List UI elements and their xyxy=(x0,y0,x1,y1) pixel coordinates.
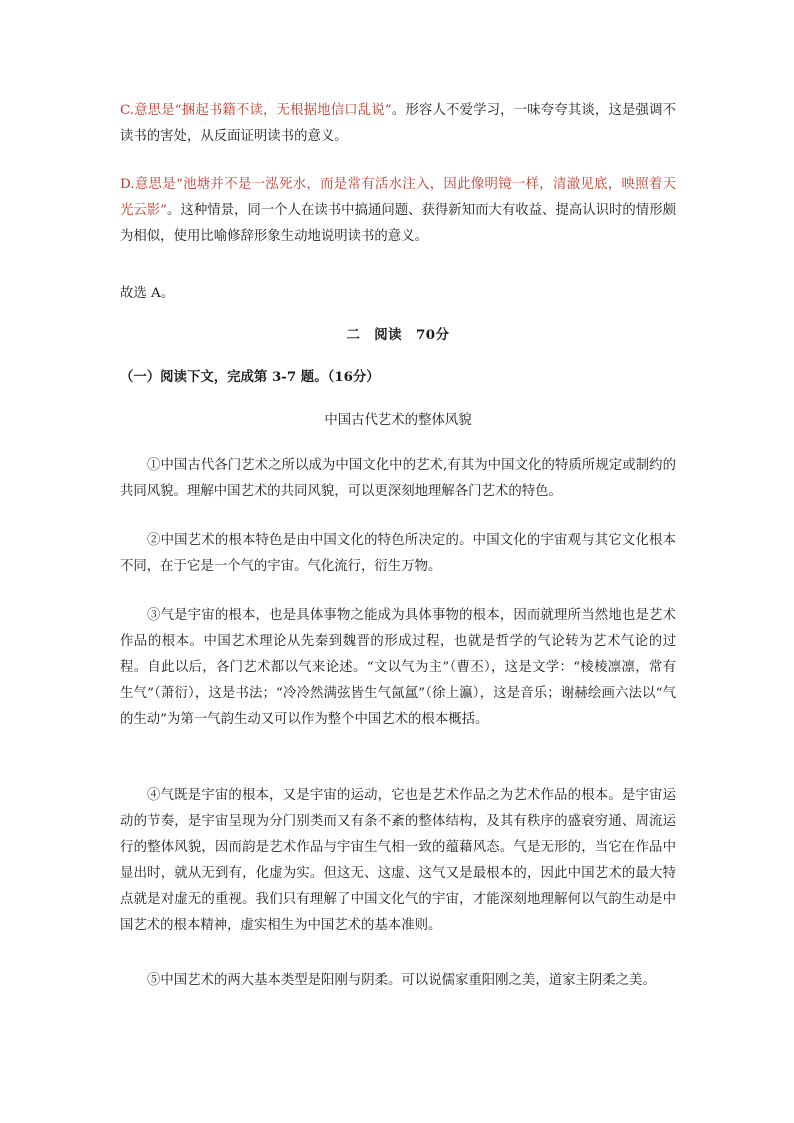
article-title-text: 中国古代艺术的整体风貌 xyxy=(324,413,472,428)
option-d-text xyxy=(120,172,676,250)
paragraph-3-text: ③气是宇宙的根本，也是具体事物之能成为具体事物的根本，因而就理所当然地也是艺术作品的根本。中国艺术理论从先秦到魏晋的形成过程，也就是哲学的气论转为艺术气论的过程。自此以后，各门艺术都以气来论述。“文以气为主”（曹丕），这是文学：“棱棱凛凛，常有生气”（萧衍），这是书法；“冷冷然满弦皆生气氤氲”（徐上瀛），这是音乐；谢赫绘画六法以“气的生动”为第一气韵生动又可以作为整个中国艺术的根本概括。 xyxy=(120,608,676,727)
sub-heading-text: （一）阅读下文，完成第 3-7 题。（16分） xyxy=(120,369,380,385)
paragraph-1 xyxy=(120,453,676,505)
section-sub-heading xyxy=(120,364,676,390)
option-c-rest: 。形容人不爱学习，一味夸夸其谈，这是强调不读书的害处，从反面证明读书的意义。 xyxy=(120,103,676,144)
answer-option-c xyxy=(120,98,676,150)
answer-conclusion xyxy=(120,281,676,307)
option-d-rest: 。这种情景，同一个人在读书中搞通问题、获得新知而大有收益、提高认识时的情形颇为相似，使用比喻修辞形象生动地说明读书的意义。 xyxy=(120,203,676,244)
paragraph-2 xyxy=(120,528,676,580)
article-title xyxy=(120,408,676,434)
option-c-text xyxy=(120,98,676,150)
section-heading xyxy=(120,322,676,348)
paragraph-1-text: ①中国古代各门艺术之所以成为中国文化中的艺术,有其为中国文化的特质所规定或制约的共同风貌。理解中国艺术的共同风貌，可以更深刻地理解各门艺术的特色。 xyxy=(120,458,676,499)
option-d-prefix: D.意思是 xyxy=(120,177,176,192)
answer-option-d xyxy=(120,172,676,250)
option-d-quote: “池塘并不是一泓死水，而是常有活水注入，因此像明镜一样，清澈见底，映照着天光云影” xyxy=(120,177,677,218)
paragraph-5-text: ⑤中国艺术的两大基本类型是阳刚与阴柔。可以说儒家重阳刚之美，道家主阴柔之美。 xyxy=(147,973,656,988)
paragraph-3 xyxy=(120,603,676,733)
option-c-quote: “捆起书籍不读，无根据地信口乱说” xyxy=(174,103,392,118)
paragraph-4 xyxy=(120,783,676,939)
paragraph-4-text: ④气既是宇宙的根本，又是宇宙的运动，它也是艺术作品之为艺术作品的根本。是宇宙运动的节奏，是宇宙呈现为分门别类而又有条不紊的整体结构，及其有秩序的盛衰穷通、周流运行的整体风貌，因而韵是艺术作品与宇宙生气相一致的蕴藉风态。气是无形的，当它在作品中显出时，就从无到有，化虚为实。但这无、这虚、这气又是最根本的，因此中国艺术的最大特点就是对虚无的重视。我们只有理解了中国文化气的宇宙，才能深刻地理解何以气韵生动是中国艺术的根本精神，虚实相生为中国艺术的基本准则。 xyxy=(120,788,676,933)
conclusion-text: 故选 A。 xyxy=(120,286,175,301)
section-heading-text: 二 阅读 70分 xyxy=(346,327,450,343)
paragraph-5 xyxy=(120,968,676,994)
paragraph-2-text: ②中国艺术的根本特色是由中国文化的特色所决定的。中国文化的宇宙观与其它文化根本不同，在于它是一个气的宇宙。气化流行，衍生万物。 xyxy=(120,533,676,574)
option-c-prefix: C.意思是 xyxy=(120,103,175,118)
